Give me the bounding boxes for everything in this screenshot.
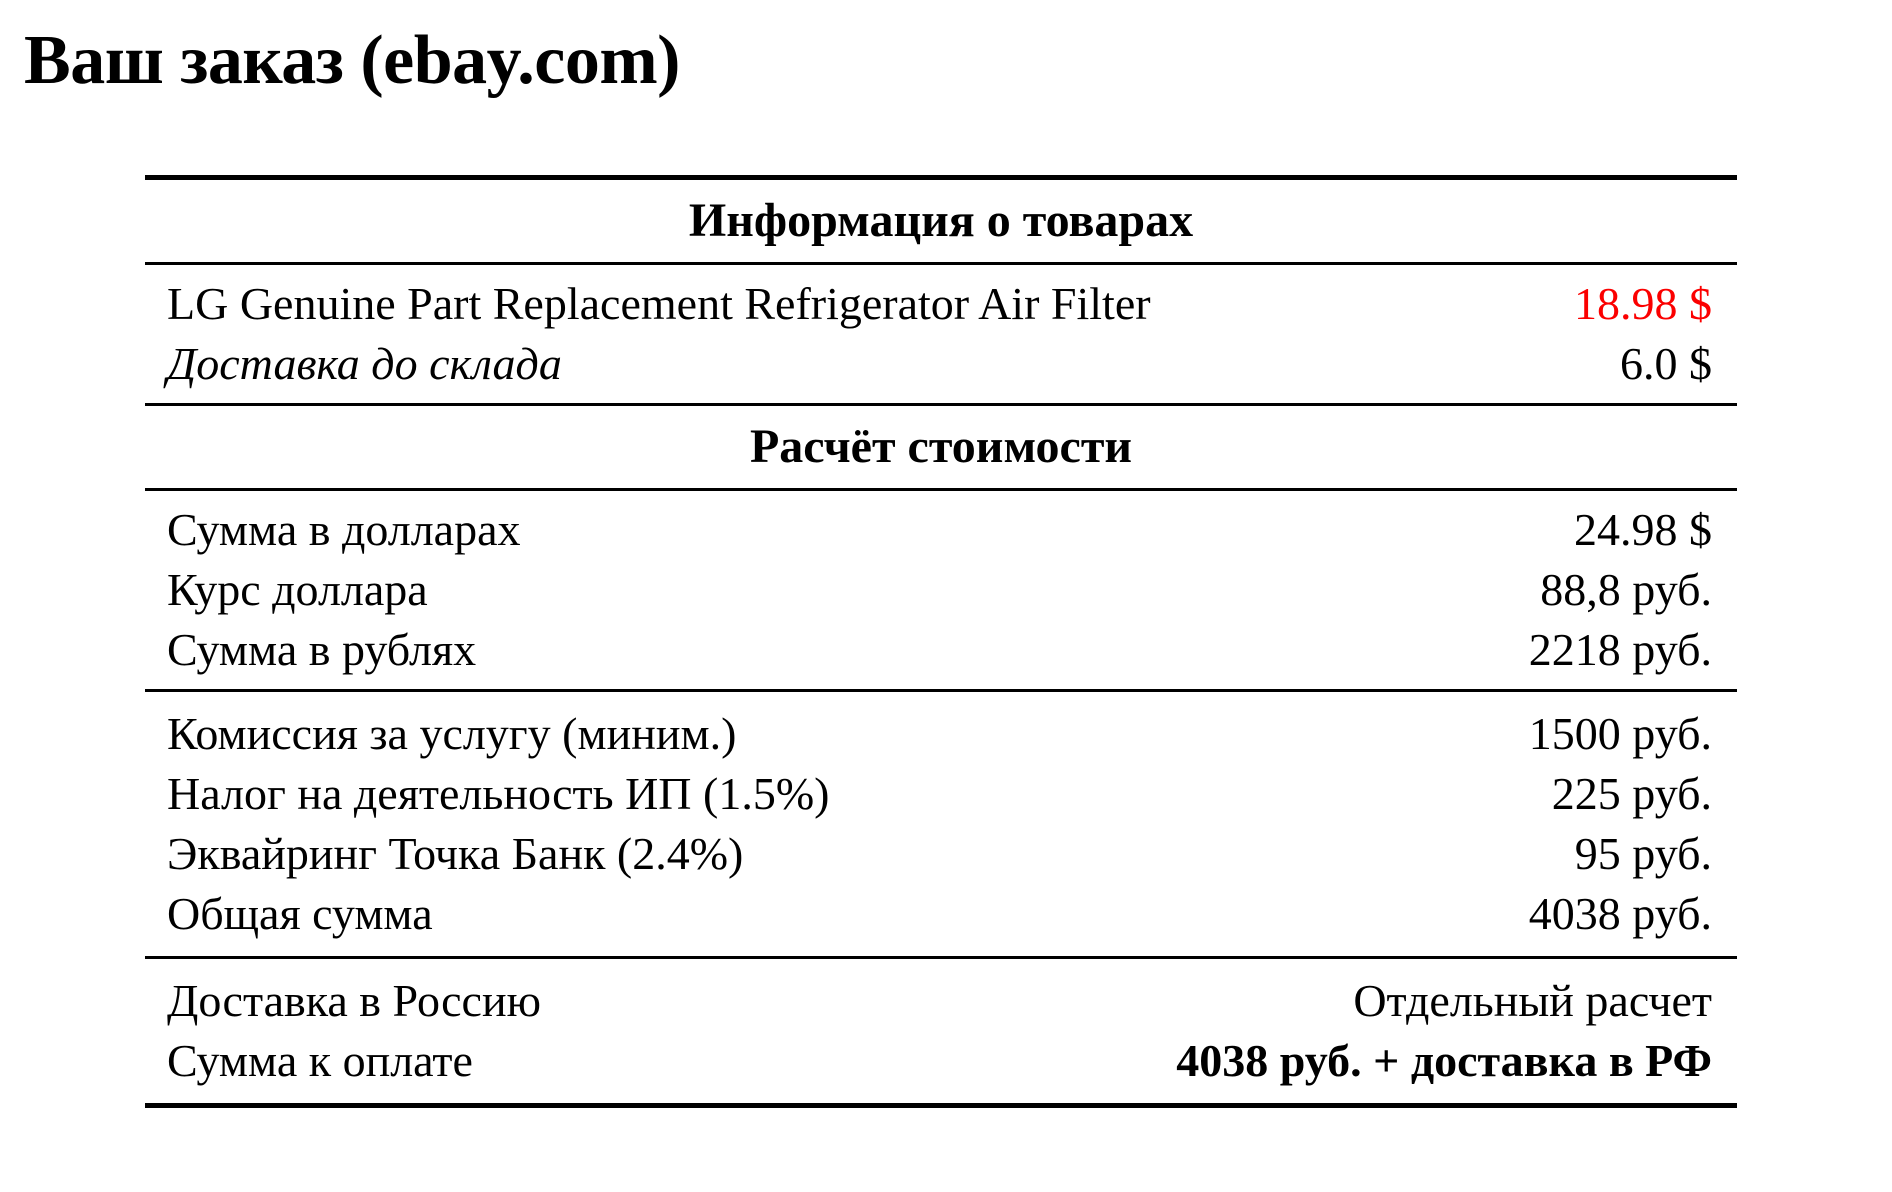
page-title: Ваш заказ (ebay.com) [24,22,680,99]
acquiring-label: Эквайринг Точка Банк (2.4%) [167,828,744,879]
product-price: 18.98 $ [1574,278,1712,329]
product-row [145,334,1737,394]
fees-section [145,692,1737,956]
service-fee-label: Комиссия за услугу (миним.) [167,708,737,759]
usd-sum-label: Сумма в долларах [167,504,521,555]
warehouse-shipping-label: Доставка до склада [167,338,562,389]
fee-row [145,824,1737,884]
product-name: LG Genuine Part Replacement Refrigerator Air Filter [167,278,1151,329]
products-section [145,265,1737,403]
usd-rate-label: Курс доллара [167,564,428,615]
calc-row [145,500,1737,560]
calc-row [145,620,1737,680]
fee-row [145,884,1737,944]
rub-sum-value: 2218 руб. [1528,624,1712,675]
amount-due-label: Сумма к оплате [167,1035,473,1086]
order-table [145,175,1737,1108]
calc-section-header: Расчёт стоимости [749,420,1133,473]
calc-row [145,560,1737,620]
fee-row [145,704,1737,764]
table-bottom-border [145,1103,1737,1108]
tax-value: 225 руб. [1551,768,1712,819]
product-row [145,274,1737,334]
acquiring-value: 95 руб. [1574,828,1712,879]
fee-row [145,764,1737,824]
ru-shipping-label: Доставка в Россию [167,975,541,1026]
ru-shipping-value: Отдельный расчет [1353,975,1712,1026]
amount-due-value: 4038 руб. + доставка в РФ [1176,1035,1712,1086]
summary-section [145,959,1737,1103]
rub-sum-label: Сумма в рублях [167,624,477,675]
summary-row [145,1031,1737,1091]
products-section-header: Информация о товарах [688,194,1194,247]
total-sum-value: 4038 руб. [1528,888,1712,939]
summary-row [145,971,1737,1031]
service-fee-value: 1500 руб. [1528,708,1712,759]
calc-section [145,491,1737,689]
usd-sum-value: 24.98 $ [1574,504,1712,555]
total-sum-label: Общая сумма [167,888,433,939]
warehouse-shipping-price: 6.0 $ [1620,338,1712,389]
usd-rate-value: 88,8 руб. [1540,564,1712,615]
tax-label: Налог на деятельность ИП (1.5%) [167,768,830,819]
